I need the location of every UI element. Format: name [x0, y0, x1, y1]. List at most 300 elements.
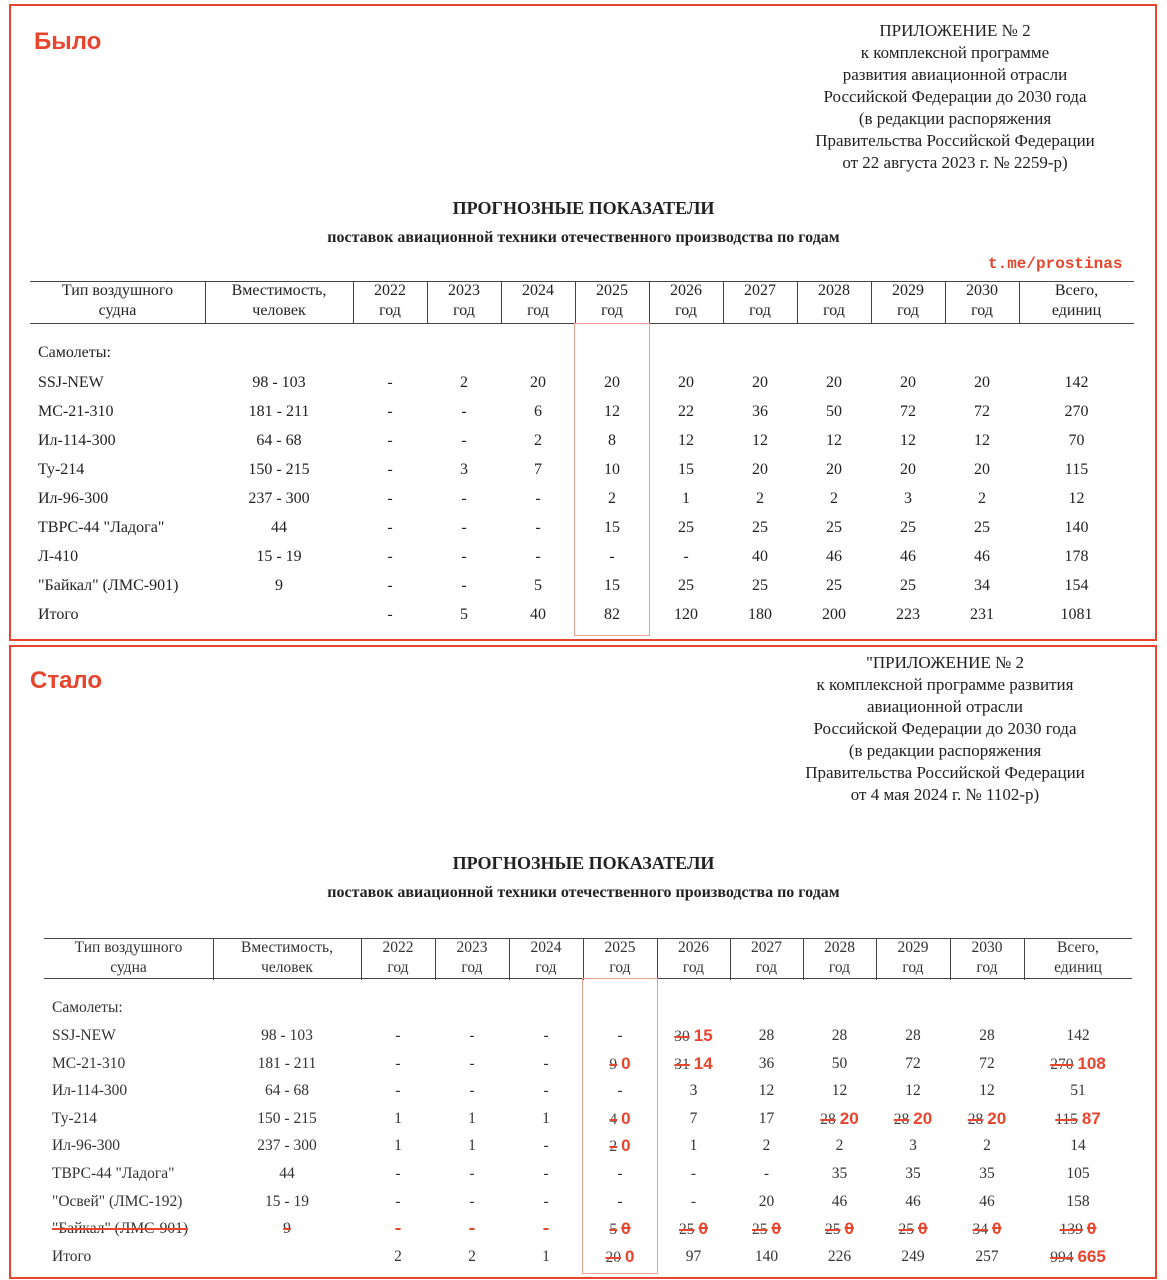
before-cell-value: 7 [534, 461, 542, 478]
before-header-cell [1019, 281, 1134, 323]
after-cell-value: 1 [542, 1247, 550, 1265]
before-header-text: год [823, 302, 845, 319]
after-cell-value: 51 [1070, 1082, 1086, 1100]
after-new-value: 0 [698, 1219, 708, 1239]
before-cell-value: - [387, 403, 393, 420]
before-cell-value: 2 [830, 490, 838, 507]
after-new-value: 20 [913, 1108, 933, 1128]
after-cell-value [583, 1134, 657, 1159]
after-cell-value: 2 [983, 1137, 991, 1155]
before-cell-value: 9 [275, 577, 283, 594]
before-header-text: 2028 [818, 282, 850, 299]
after-title-block [0, 853, 1167, 902]
before-header-cell [30, 281, 206, 323]
after-cell-value: 1 [468, 1137, 476, 1155]
watermark: t.me/prostinas [988, 255, 1123, 273]
after-cell-value: 105 [1066, 1165, 1090, 1182]
before-cell-value: - [683, 548, 689, 565]
after-table-row [44, 1217, 1132, 1241]
before-cell-value: - [609, 548, 615, 565]
after-header-text: 2030 [971, 939, 1003, 956]
before-header-text: судна [98, 302, 137, 319]
after-cell-value: 14 [1070, 1137, 1086, 1155]
before-cell-value: 140 [1064, 519, 1089, 536]
after-cell-value: 35 [979, 1165, 995, 1182]
before-table [30, 281, 1134, 636]
after-new-value: 20 [987, 1108, 1007, 1128]
after-header-text: судна [110, 959, 147, 976]
before-cell-value: 2 [460, 374, 468, 391]
before-cell-value: 6 [534, 403, 542, 420]
after-cell-value: 72 [979, 1054, 995, 1072]
before-cell-value: 8 [608, 432, 616, 449]
before-cell-value: - [387, 519, 393, 536]
before-cell-value: 20 [678, 374, 694, 391]
after-cell-value: 2 [835, 1137, 844, 1155]
after-header-text: 2023 [456, 939, 488, 956]
after-old-value: 994 [1050, 1248, 1074, 1266]
after-cell-value [803, 1107, 876, 1132]
after-cell-value [803, 1217, 876, 1242]
before-appendix-line: Российской Федерации до 2030 года [823, 87, 1087, 106]
before-appendix-line: развития авиационной отрасли [842, 65, 1068, 84]
before-cell-value: 12 [1068, 490, 1085, 507]
before-cell-value: 25 [826, 577, 842, 594]
after-header-text: Тип воздушного [74, 939, 183, 956]
before-tag: Было [34, 28, 102, 55]
after-cell-value [1024, 1217, 1132, 1242]
before-aircraft-name: ТВРС-44 "Ладога" [38, 519, 165, 536]
before-cell-value: 10 [604, 461, 620, 478]
after-cell-value: 3 [689, 1082, 698, 1100]
before-cell-value: 15 [604, 577, 620, 594]
before-aircraft-name: "Байкал" (ЛМС-901) [38, 577, 179, 594]
after-cell-value: 237 - 300 [257, 1137, 317, 1155]
after-aircraft-name: МС-21-310 [52, 1054, 126, 1072]
after-new-value: 108 [1077, 1053, 1106, 1073]
after-header-cell [730, 938, 804, 980]
before-cell-value: 46 [900, 548, 916, 565]
after-cell-value: 1 [394, 1109, 402, 1127]
before-cell-value: 82 [604, 606, 620, 623]
after-cell-value: 140 [754, 1247, 779, 1265]
after-cell-value: 12 [831, 1082, 848, 1100]
after-appendix-line: (в редакции распоряжения [848, 741, 1042, 760]
before-cell-value: 223 [896, 606, 920, 623]
before-header-text: год [527, 302, 549, 319]
after-cell-value: - [543, 1027, 549, 1044]
before-header-cell [205, 281, 354, 323]
after-header-text: год [387, 959, 409, 976]
after-cell-value: 2 [394, 1247, 402, 1265]
after-appendix-line: от 4 мая 2024 г. № 1102-р) [850, 785, 1040, 804]
before-cell-value: 178 [1064, 548, 1089, 565]
before-cell-value: 2 [608, 490, 616, 507]
before-aircraft-name: Ту-214 [38, 461, 85, 478]
after-header-cell [876, 938, 951, 980]
after-cell-value: - [543, 1137, 549, 1155]
after-old-value: 115 [1055, 1110, 1078, 1128]
before-cell-value: 12 [752, 432, 768, 449]
after-cell-value: 181 - 211 [257, 1054, 317, 1072]
before-cell-value: 12 [974, 432, 990, 449]
before-cell-value: 20 [900, 374, 916, 391]
before-cell-value: 46 [974, 548, 990, 565]
before-cell-value: 3 [904, 490, 912, 507]
after-cell-value [876, 1107, 950, 1132]
after-cell-value: 72 [905, 1054, 921, 1072]
after-cell-value [657, 1052, 730, 1077]
before-header-cell [945, 281, 1020, 323]
after-header-cell [361, 938, 436, 980]
after-cell-value: 12 [979, 1082, 995, 1100]
before-title-block [0, 198, 1167, 247]
after-cell-value: - [469, 1054, 475, 1072]
before-header-text: 2023 [448, 282, 480, 299]
after-aircraft-name: "Байкал" (ЛМС-901) [52, 1220, 189, 1238]
before-header-cell [871, 281, 946, 323]
after-cell-value [583, 1217, 657, 1242]
after-aircraft-name: Ил-114-300 [52, 1082, 128, 1100]
before-cell-value: 20 [530, 374, 546, 391]
before-cell-value: 15 - 19 [256, 548, 302, 565]
before-header-text: год [897, 302, 919, 319]
after-cell-value [583, 1245, 657, 1270]
after-header-text: 2028 [824, 939, 855, 956]
after-cell-value: - [543, 1054, 549, 1072]
after-cell-value: 46 [979, 1192, 995, 1210]
before-header-text: 2022 [374, 282, 406, 299]
after-table-row [44, 1052, 1132, 1076]
before-cell-value: 1 [682, 490, 690, 507]
before-header-cell [575, 281, 650, 323]
after-appendix-line: Правительства Российской Федерации [805, 763, 1085, 782]
before-header-text: год [601, 302, 623, 319]
after-cell-value [1024, 1052, 1132, 1077]
after-cell-value [657, 1024, 730, 1049]
after-header-text: Всего, [1057, 939, 1099, 956]
before-header-text: 2024 [522, 282, 554, 299]
before-aircraft-name: Итого [38, 606, 79, 623]
after-header-text: год [682, 959, 705, 976]
after-cell-value: - [763, 1165, 770, 1182]
after-cell-value: 226 [827, 1247, 852, 1265]
before-cell-value: 15 [678, 461, 694, 478]
after-cell-value: 142 [1066, 1027, 1090, 1044]
before-header-text: год [675, 302, 697, 319]
before-table-row [30, 371, 1134, 395]
after-cell-value: 64 - 68 [265, 1082, 309, 1100]
before-table-row [30, 516, 1134, 540]
after-cell-value: 97 [685, 1247, 702, 1265]
before-cell-value: 180 [748, 606, 772, 623]
before-cell-value: 72 [974, 403, 990, 420]
before-header-cell [353, 281, 428, 323]
after-cell-value: 12 [905, 1082, 921, 1100]
after-cell-value: 46 [831, 1192, 848, 1210]
after-header-cell [435, 938, 510, 980]
before-header-text: 2025 [596, 282, 628, 299]
before-table-row [30, 487, 1134, 511]
after-cell-value: - [690, 1165, 697, 1182]
before-cell-value: 3 [460, 461, 468, 478]
after-cell-value: 12 [758, 1082, 775, 1100]
after-appendix [760, 652, 1130, 806]
after-new-value: 0 [992, 1219, 1002, 1239]
after-cell-value: 28 [758, 1027, 775, 1044]
before-appendix-line: к комплексной программе [860, 43, 1050, 62]
after-cell-value: - [617, 1027, 623, 1044]
after-cell-value: 20 [758, 1192, 775, 1210]
before-table-row [30, 574, 1134, 598]
after-header-cell [803, 938, 877, 980]
after-cell-value: 15 - 19 [265, 1192, 309, 1210]
after-new-value: 0 [621, 1053, 631, 1073]
after-new-value: 87 [1081, 1108, 1101, 1128]
after-header-cell [509, 938, 584, 980]
before-cell-value: 20 [826, 374, 842, 391]
before-cell-value: - [387, 374, 393, 391]
after-aircraft-name: Итого [52, 1247, 92, 1265]
before-cell-value: - [535, 519, 541, 536]
before-aircraft-name: Ил-96-300 [38, 490, 109, 507]
before-header-text: 2030 [966, 282, 998, 299]
after-new-value: 0 [771, 1219, 781, 1239]
after-cell-value [583, 1052, 657, 1077]
after-header-text: 2029 [897, 939, 929, 956]
before-cell-value: 20 [974, 461, 990, 478]
before-header-cell [501, 281, 576, 323]
after-cell-value [1024, 1107, 1132, 1132]
after-cell-value: 46 [905, 1192, 921, 1210]
after-aircraft-name: SSJ-NEW [52, 1027, 116, 1044]
after-header-text: год [461, 959, 483, 976]
after-table-row [44, 1190, 1132, 1214]
after-subtitle: поставок авиационной техники отечественного производства по годам [327, 884, 840, 901]
before-header-text: год [379, 302, 401, 319]
before-cell-value: - [387, 577, 393, 594]
after-appendix-line: "ПРИЛОЖЕНИЕ № 2 [865, 653, 1025, 672]
before-cell-value: 15 [604, 519, 620, 536]
before-aircraft-name: МС-21-310 [38, 403, 114, 420]
after-table [44, 938, 1132, 1274]
before-table-row [30, 603, 1134, 627]
before-cell-value: 200 [822, 606, 846, 623]
before-aircraft-name: Л-410 [38, 548, 79, 565]
after-new-value: 0 [918, 1219, 928, 1239]
before-header-text: единиц [1051, 302, 1102, 319]
before-cell-value: 40 [530, 606, 546, 623]
before-cell-value: 25 [900, 577, 916, 594]
after-header-text: единиц [1054, 959, 1102, 976]
after-new-value: 15 [693, 1026, 713, 1045]
after-table-row [44, 1079, 1132, 1103]
after-tag: Стало [30, 667, 103, 694]
after-header-text: год [755, 959, 778, 976]
before-appendix-line: ПРИЛОЖЕНИЕ № 2 [879, 21, 1031, 40]
after-header-text: 2025 [604, 939, 636, 956]
after-aircraft-name: "Освей" (ЛМС-192) [52, 1192, 183, 1210]
before-cell-value: - [461, 432, 467, 449]
before-cell-value: - [461, 490, 467, 507]
after-cell-value: - [469, 1192, 475, 1210]
after-cell-value: - [543, 1220, 549, 1238]
before-cell-value: 120 [674, 606, 698, 623]
before-section-label: Самолеты: [38, 344, 111, 361]
after-cell-value: 2 [468, 1247, 476, 1265]
after-cell-value: - [469, 1165, 475, 1182]
after-old-value: 28 [893, 1110, 910, 1128]
after-header-text: 2024 [530, 939, 562, 956]
after-header-text: год [609, 959, 631, 976]
after-cell-value: - [543, 1192, 549, 1210]
after-cell-value: - [690, 1192, 697, 1210]
after-header-text: год [976, 959, 998, 976]
before-cell-value: - [461, 519, 467, 536]
before-header-text: Тип воздушного [61, 282, 174, 299]
after-cell-value: 44 [279, 1165, 295, 1182]
before-cell-value: - [461, 548, 467, 565]
after-header-text: человек [261, 959, 313, 976]
before-header-text: 2027 [744, 282, 776, 299]
before-cell-value: 25 [752, 519, 768, 536]
after-old-value: 9 [609, 1055, 618, 1073]
before-subtitle: поставок авиационной техники отечественного производства по годам [327, 229, 840, 246]
after-cell-value: 36 [758, 1054, 775, 1072]
before-table-row [30, 400, 1134, 424]
after-cell-value: - [395, 1054, 401, 1072]
before-appendix-line: Правительства Российской Федерации [815, 131, 1095, 150]
after-old-value: 20 [605, 1248, 622, 1266]
before-header-cell [723, 281, 798, 323]
after-appendix-line: к комплексной программе развития [816, 675, 1074, 694]
after-old-value: 139 [1059, 1221, 1083, 1239]
before-header-cell [427, 281, 502, 323]
before-aircraft-name: Ил-114-300 [38, 432, 116, 449]
after-header-text: 2022 [382, 939, 414, 956]
before-cell-value: 115 [1064, 461, 1089, 478]
after-cell-value: - [617, 1165, 623, 1182]
before-cell-value: 2 [534, 432, 542, 449]
after-appendix-line: Российской Федерации до 2030 года [813, 719, 1077, 738]
before-cell-value: 25 [752, 577, 768, 594]
after-cell-value: 17 [758, 1109, 775, 1127]
after-appendix-line: авиационной отрасли [866, 697, 1024, 716]
after-new-value: 14 [693, 1053, 713, 1073]
after-table-row [44, 1134, 1132, 1158]
after-header-text: 2027 [751, 939, 782, 956]
before-cell-value: 25 [974, 519, 990, 536]
after-new-value: 0 [621, 1136, 631, 1156]
before-cell-value: 20 [752, 374, 768, 391]
before-cell-value: 20 [604, 374, 620, 391]
before-cell-value: 20 [974, 374, 990, 391]
after-cell-value: 28 [831, 1027, 848, 1044]
after-cell-value: 1 [689, 1137, 698, 1155]
after-new-value: 20 [839, 1108, 859, 1128]
before-cell-value: - [535, 490, 541, 507]
after-aircraft-name: ТВРС-44 "Ладога" [52, 1165, 175, 1182]
after-header-cell [213, 938, 362, 980]
before-cell-value: 44 [271, 519, 287, 536]
before-header-text: год [971, 302, 993, 319]
before-cell-value: - [387, 548, 393, 565]
after-cell-value: - [395, 1165, 401, 1182]
after-table-row [44, 1024, 1132, 1048]
after-cell-value [730, 1217, 803, 1242]
before-cell-value: 98 - 103 [252, 374, 306, 391]
before-cell-value: 2 [978, 490, 986, 507]
before-appendix [770, 20, 1140, 174]
after-cell-value: - [543, 1165, 549, 1182]
after-new-value: 0 [1086, 1219, 1097, 1239]
after-old-value: 5 [609, 1221, 618, 1239]
after-header-cell [657, 938, 731, 980]
after-cell-value [1024, 1245, 1132, 1270]
before-cell-value: 25 [826, 519, 842, 536]
before-header-text: 2029 [892, 282, 924, 299]
after-new-value: 0 [621, 1219, 631, 1239]
before-cell-value: 237 - 300 [248, 490, 310, 507]
before-cell-value: 25 [678, 519, 694, 536]
before-cell-value: 12 [826, 432, 842, 449]
after-header-text: Вместимость, [241, 939, 333, 956]
after-cell-value: 3 [909, 1137, 917, 1155]
before-table-row [30, 429, 1134, 453]
before-appendix-line: (в редакции распоряжения [858, 109, 1052, 128]
after-cell-value: 249 [901, 1247, 925, 1265]
after-cell-value: 7 [689, 1109, 698, 1127]
after-old-value: 25 [679, 1221, 695, 1239]
before-cell-value: - [387, 461, 393, 478]
after-cell-value: - [469, 1220, 475, 1238]
after-cell-value: 28 [905, 1027, 921, 1044]
after-new-value: 665 [1077, 1246, 1106, 1266]
after-header-cell [44, 938, 214, 980]
after-header-cell [583, 938, 658, 980]
after-table-row [44, 1107, 1132, 1131]
after-cell-value: - [395, 1192, 401, 1210]
before-header-text: год [453, 302, 475, 319]
after-cell-value: 98 - 103 [261, 1027, 313, 1044]
after-header-text: год [828, 959, 851, 976]
before-cell-value: 25 [678, 577, 694, 594]
before-cell-value: 46 [826, 548, 842, 565]
after-old-value: 25 [752, 1221, 768, 1239]
before-cell-value: 12 [604, 403, 620, 420]
after-old-value: 25 [898, 1221, 915, 1239]
after-title: ПРОГНОЗНЫЕ ПОКАЗАТЕЛИ [452, 853, 715, 873]
before-cell-value: 5 [534, 577, 542, 594]
before-cell-value: 34 [974, 577, 990, 594]
before-cell-value: 25 [900, 519, 916, 536]
before-table-row [30, 545, 1134, 569]
after-cell-value: 28 [979, 1027, 995, 1044]
after-cell-value: 2 [762, 1137, 771, 1155]
before-cell-value: 12 [900, 432, 916, 449]
before-header-text: Всего, [1054, 282, 1099, 299]
before-table-row [30, 458, 1134, 482]
after-old-value: 2 [609, 1138, 618, 1156]
after-header-text: 2026 [678, 939, 709, 956]
after-cell-value: - [395, 1082, 401, 1100]
after-cell-value: - [395, 1220, 401, 1238]
after-cell-value: 50 [831, 1054, 848, 1072]
after-table-row [44, 1245, 1132, 1269]
before-header-text: год [749, 302, 771, 319]
after-header-cell [950, 938, 1025, 980]
before-cell-value: 5 [460, 606, 468, 623]
